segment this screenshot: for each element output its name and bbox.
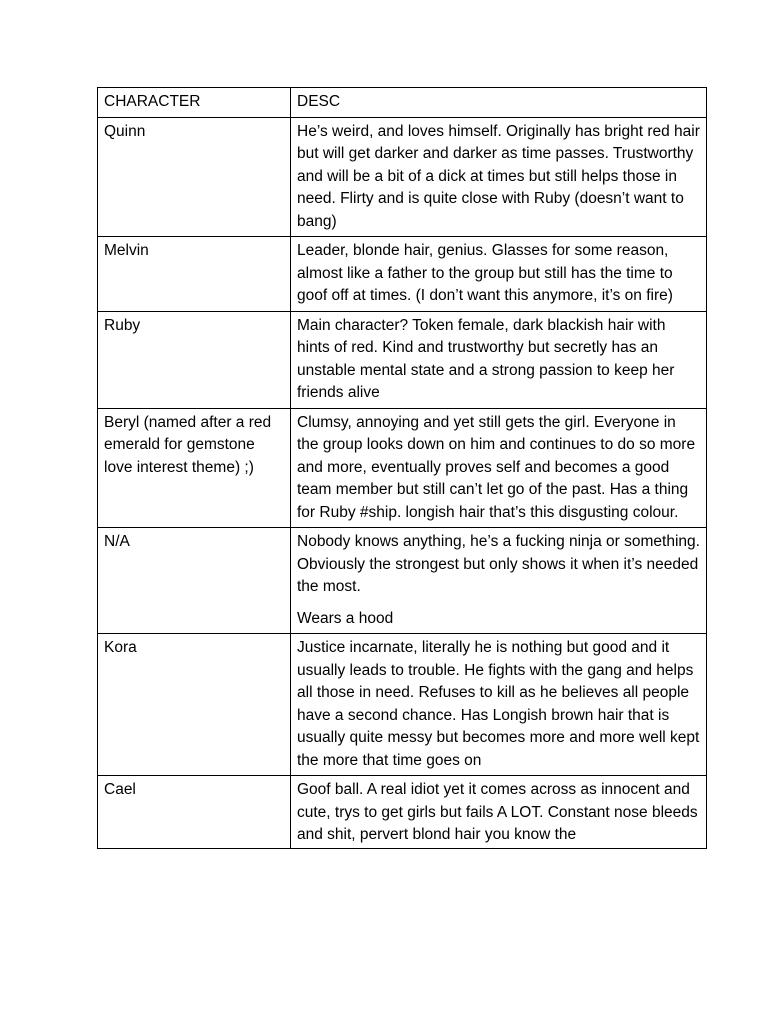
table-header-row <box>98 88 707 118</box>
table-row <box>98 634 707 776</box>
character-desc: He’s weird, and loves himself. Originally has bright red hair but will get darker and darker as time passes. Trustworthy and will be a bit of a dick at times but still helps those in need. Flirty and is quite close with Ruby (doesn’t want to bang) <box>291 117 707 237</box>
table-row <box>98 311 707 408</box>
table-row <box>98 237 707 312</box>
character-desc: Clumsy, annoying and yet still gets the girl. Everyone in the group looks down on him and continues to do so more and more, eventually proves self and becomes a good team member but still can’t let go of the past. Has a thing for Ruby #ship. longish hair that’s this disgusting colour. <box>291 408 707 528</box>
character-desc: Justice incarnate, literally he is nothing but good and it usually leads to trouble. He fights with the gang and helps all those in need. Refuses to kill as he believes all people have a second chance. Has Longish brown hair that is usually quite messy but becomes more and more well kept the more that time goes on <box>291 634 707 776</box>
table-row <box>98 408 707 528</box>
character-desc-extra: Wears a hood <box>297 609 394 627</box>
character-desc-cell <box>291 528 707 634</box>
character-desc: Nobody knows anything, he’s a fucking ninja or something. Obviously the strongest but only shows it when it’s needed the most. <box>297 533 700 595</box>
character-desc: Leader, blonde hair, genius. Glasses for some reason, almost like a father to the group but still has the time to goof off at times. (I don’t want this anymore, it’s on fire) <box>291 237 707 312</box>
character-desc: Goof ball. A real idiot yet it comes across as innocent and cute, trys to get girls but fails A LOT. Constant nose bleeds and shit, pervert blond hair you know the <box>297 781 698 843</box>
table-row <box>98 528 707 634</box>
character-table <box>97 87 707 849</box>
character-name: Cael <box>98 776 291 849</box>
table-row <box>98 117 707 237</box>
character-name: Beryl (named after a red emerald for gemstone love interest theme) ;) <box>98 408 291 528</box>
character-desc-cell <box>291 776 707 849</box>
character-desc: Main character? Token female, dark blackish hair with hints of red. Kind and trustworthy but secretly has an unstable mental state and a strong passion to keep her friends alive <box>291 311 707 408</box>
character-name: Quinn <box>98 117 291 237</box>
character-name: Ruby <box>98 311 291 408</box>
header-character: CHARACTER <box>98 88 291 118</box>
character-name: Melvin <box>98 237 291 312</box>
character-name: Kora <box>98 634 291 776</box>
header-desc: DESC <box>291 88 707 118</box>
character-name: N/A <box>98 528 291 634</box>
table-row <box>98 776 707 849</box>
